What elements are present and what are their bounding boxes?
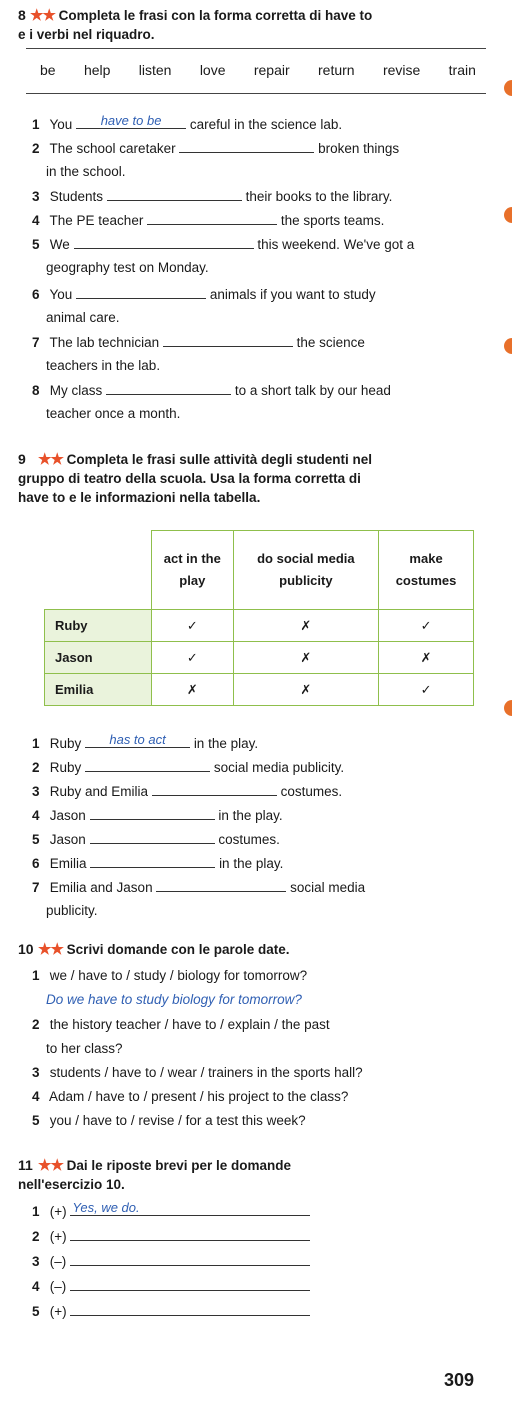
table-row	[45, 674, 474, 706]
difficulty-stars-icon: ★★	[38, 451, 63, 468]
ex11-item-5: 5 (+)	[32, 1301, 472, 1321]
ex11-item-4: 4 (–)	[32, 1276, 472, 1296]
word-item: listen	[138, 62, 172, 78]
difficulty-stars-icon: ★★	[38, 1157, 63, 1174]
difficulty-stars-icon: ★★	[30, 7, 55, 24]
exercise-9-instruction: Completa le frasi sulle attività degli studenti nel	[66, 452, 372, 467]
answer-blank[interactable]	[179, 138, 314, 153]
table-row	[45, 642, 474, 674]
page-edge-dot	[504, 80, 512, 96]
word-box	[40, 62, 476, 78]
page-edge-dot	[504, 338, 512, 354]
table-row-name: Jason	[45, 642, 152, 674]
exercise-11-instruction-cont: nell'esercizio 10.	[18, 1177, 125, 1192]
ex9-item-3: 3 Ruby and Emilia costumes.	[32, 781, 472, 801]
page-edge-dot	[504, 207, 512, 223]
ex10-item-2-cont: to her class?	[46, 1041, 123, 1056]
ex8-item-2: 2 The school caretaker broken things	[32, 138, 472, 158]
exercise-8-header	[18, 6, 488, 44]
answer-blank[interactable]	[70, 1301, 310, 1316]
answer-blank[interactable]	[163, 332, 293, 347]
answer-blank[interactable]	[90, 805, 215, 820]
answer-blank[interactable]: have to be	[76, 114, 186, 129]
exercise-9-instruction-cont: gruppo di teatro della scuola. Usa la forma corretta di	[18, 471, 361, 486]
word-item: train	[448, 62, 476, 78]
ex8-item-6: 6 You animals if you want to study	[32, 284, 472, 304]
activities-table	[44, 530, 474, 706]
word-item: revise	[382, 62, 421, 78]
exercise-11-instruction: Dai le riposte brevi per le domande	[66, 1158, 291, 1173]
ex8-item-4: 4 The PE teacher the sports teams.	[32, 210, 472, 230]
ex8-item-1: 1 You have to be careful in the science lab.	[32, 113, 343, 132]
ex8-item-7: 7 The lab technician the science	[32, 332, 472, 352]
ex8-item-8: 8 My class to a short talk by our head	[32, 380, 472, 400]
ex8-item-5: 5 We this weekend. We've got a	[32, 234, 472, 254]
table-mark: ✓	[379, 610, 474, 642]
exercise-9-number: 9	[18, 451, 26, 467]
ex10-item-3: 3 students / have to / wear / trainers in the sports hall?	[32, 1065, 363, 1080]
ex10-example-answer: Do we have to study biology for tomorrow?	[46, 992, 302, 1007]
ex9-item-6: 6 Emilia in the play.	[32, 853, 472, 873]
ex8-item-7-cont: teachers in the lab.	[46, 358, 161, 373]
table-header: do social media publicity	[233, 531, 378, 610]
table-mark: ✗	[379, 642, 474, 674]
ex8-item-8-cont: teacher once a month.	[46, 406, 181, 421]
ex11-item-2: 2 (+)	[32, 1226, 472, 1246]
answer-blank[interactable]	[107, 186, 242, 201]
exercise-10-number: 10	[18, 941, 34, 957]
answer-blank[interactable]	[90, 853, 215, 868]
answer-blank[interactable]	[147, 210, 277, 225]
ex8-item-6-cont: animal care.	[46, 310, 120, 325]
ex8-item-5-cont: geography test on Monday.	[46, 260, 209, 275]
answer-blank[interactable]	[74, 234, 254, 249]
exercise-10-instruction: Scrivi domande con le parole date.	[66, 942, 290, 957]
answer-blank[interactable]: Yes, we do.	[70, 1201, 310, 1216]
answer-blank[interactable]	[70, 1276, 310, 1291]
ex11-item-1: 1 (+) Yes, we do.	[32, 1201, 472, 1221]
exercise-8-instruction-cont: e i verbi nel riquadro.	[18, 27, 155, 42]
table-mark: ✓	[152, 642, 234, 674]
table-mark: ✓	[379, 674, 474, 706]
exercise-8-instruction: Completa le frasi con la forma corretta di have to	[58, 8, 373, 23]
word-item: love	[199, 62, 226, 78]
answer-blank[interactable]	[90, 829, 215, 844]
ex11-item-3: 3 (–)	[32, 1251, 472, 1271]
answer-blank[interactable]	[70, 1251, 310, 1266]
answer-blank[interactable]	[106, 380, 231, 395]
ex8-item-3: 3 Students their books to the library.	[32, 186, 472, 206]
table-mark: ✗	[233, 674, 378, 706]
answer-blank[interactable]	[76, 284, 206, 299]
answer-blank[interactable]	[85, 757, 210, 772]
word-item: return	[318, 62, 355, 78]
table-mark: ✗	[152, 674, 234, 706]
table-mark: ✗	[233, 642, 378, 674]
ex10-item-4: 4 Adam / have to / present / his project to the class?	[32, 1089, 349, 1104]
ex10-item-5: 5 you / have to / revise / for a test this week?	[32, 1113, 306, 1128]
ex8-item-2-cont: in the school.	[46, 164, 126, 179]
table-corner-cell	[45, 531, 152, 610]
ex9-item-7: 7 Emilia and Jason social media	[32, 877, 472, 897]
difficulty-stars-icon: ★★	[38, 941, 63, 958]
exercise-10-header	[18, 940, 488, 959]
exercise-8-number: 8	[18, 7, 26, 23]
ex9-item-1: 1 Ruby has to act in the play.	[32, 732, 259, 751]
answer-blank[interactable]: has to act	[85, 733, 190, 748]
ex9-item-2: 2 Ruby social media publicity.	[32, 757, 472, 777]
exercise-9-header	[18, 450, 488, 507]
word-item: help	[83, 62, 111, 78]
answer-blank[interactable]	[152, 781, 277, 796]
page-edge-dot	[504, 700, 512, 716]
word-item: be	[40, 62, 56, 78]
exercise-9-instruction-cont2: have to e le informazioni nella tabella.	[18, 490, 261, 505]
table-mark: ✗	[233, 610, 378, 642]
ex9-item-5: 5 Jason costumes.	[32, 829, 472, 849]
table-row	[45, 610, 474, 642]
exercise-11-number: 11	[18, 1157, 33, 1173]
table-mark: ✓	[152, 610, 234, 642]
table-row-name: Ruby	[45, 610, 152, 642]
wordbox-top-rule	[26, 48, 486, 49]
exercise-11-header	[18, 1156, 488, 1194]
table-row-name: Emilia	[45, 674, 152, 706]
ex9-item-4: 4 Jason in the play.	[32, 805, 472, 825]
ex10-item-1: 1 we / have to / study / biology for tomorrow?	[32, 968, 308, 983]
table-header: make costumes	[379, 531, 474, 610]
wordbox-bottom-rule	[26, 93, 486, 94]
answer-blank[interactable]	[70, 1226, 310, 1241]
ex10-item-2: 2 the history teacher / have to / explain / the past	[32, 1017, 330, 1032]
table-header: act in the play	[152, 531, 234, 610]
answer-blank[interactable]	[156, 877, 286, 892]
page-number: 309	[443, 1370, 474, 1390]
ex9-item-7-cont: publicity.	[46, 903, 98, 918]
word-item: repair	[253, 62, 290, 78]
